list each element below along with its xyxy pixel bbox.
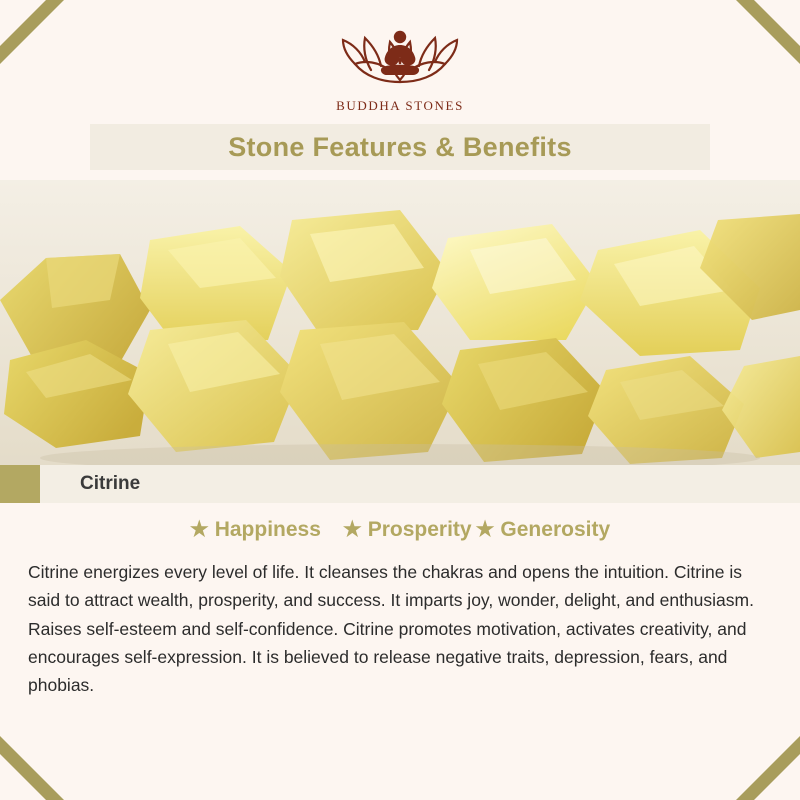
page-title: Stone Features & Benefits bbox=[228, 131, 572, 162]
star-icon: ★ bbox=[189, 518, 209, 541]
brand-block bbox=[0, 0, 800, 114]
keyword-list bbox=[0, 517, 800, 542]
keyword-label: Prosperity bbox=[367, 517, 472, 541]
keyword-label: Generosity bbox=[500, 517, 611, 541]
stone-name: Citrine bbox=[80, 473, 141, 494]
corner-notch-bottom-right bbox=[754, 754, 800, 800]
keyword-item-0 bbox=[190, 517, 321, 542]
stone-description: Citrine energizes every level of life. It cleanses the chakras and opens the intuition. Citrine is said to attract wealth, prosperity, and success. It imparts joy, wonder, delight, and enthusiasm. Raises self-esteem and self-confidence. Citrine promotes motivation, activates creativity, and encourages self-expression. It is believed to release negative traits, depression, fears, and phobias. bbox=[28, 562, 754, 696]
stone-name-plate bbox=[40, 465, 800, 503]
star-icon: ★ bbox=[342, 518, 362, 541]
hero-image bbox=[0, 180, 800, 465]
brand-name: BUDDHA STONES bbox=[336, 98, 464, 113]
lotus-meditation-icon bbox=[0, 20, 800, 96]
keyword-item-2 bbox=[476, 517, 611, 542]
citrine-stones-illustration bbox=[0, 180, 800, 465]
star-icon: ★ bbox=[475, 518, 495, 541]
keyword-label: Happiness bbox=[214, 517, 321, 541]
keyword-item-1 bbox=[343, 517, 472, 542]
corner-notch-bottom-left bbox=[0, 754, 46, 800]
stone-color-swatch bbox=[0, 465, 40, 503]
stone-name-bar bbox=[0, 465, 800, 503]
page-title-banner bbox=[90, 124, 710, 170]
